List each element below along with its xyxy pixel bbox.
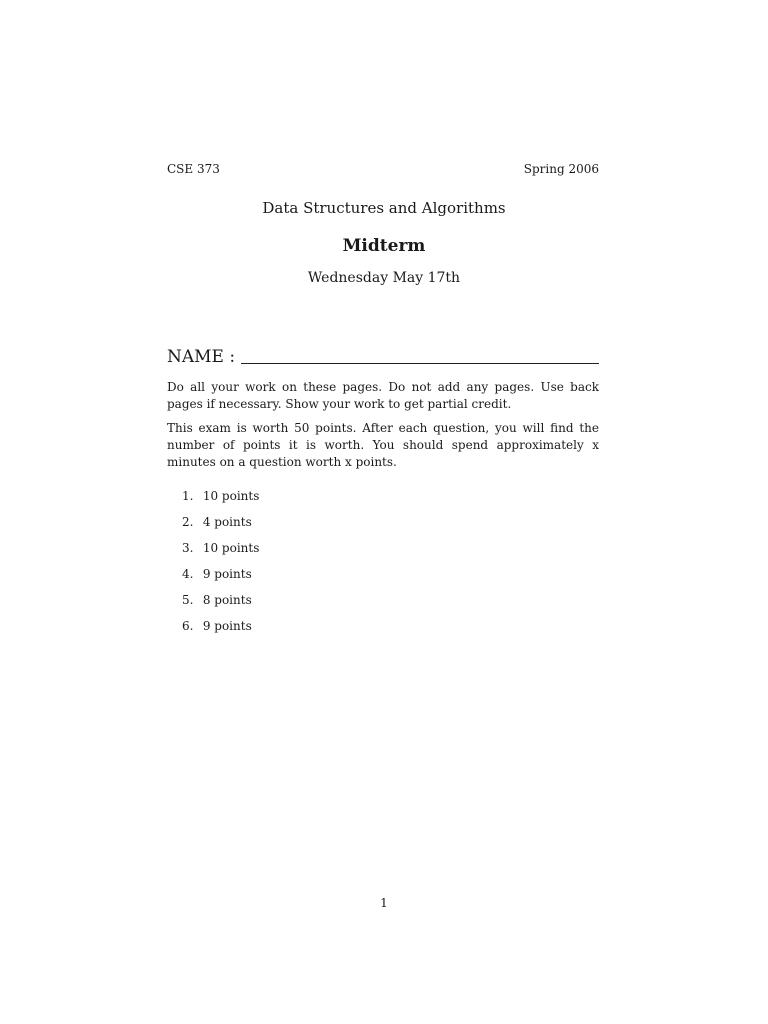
exam-title: Midterm <box>342 236 426 256</box>
instructions-paragraph: This exam is worth 50 points. After each question, you will find the number of points it is worth. You should spend approximately x minutes on a question worth x points. <box>167 421 599 469</box>
name-blank-line <box>241 363 599 364</box>
list-item <box>182 618 259 644</box>
question-number: 1. <box>182 489 194 503</box>
question-points: 9 points <box>202 567 252 581</box>
question-points: 9 points <box>202 619 252 633</box>
term: Spring 2006 <box>523 162 599 176</box>
course-code: CSE 373 <box>167 162 220 176</box>
name-field <box>167 347 599 367</box>
exam-date: Wednesday May 17th <box>307 270 461 286</box>
list-item <box>182 514 259 540</box>
name-label: NAME : <box>167 347 236 367</box>
list-item <box>182 566 259 592</box>
question-points: 4 points <box>202 515 252 529</box>
list-item <box>182 488 259 514</box>
question-number: 6. <box>182 619 194 633</box>
page-number: 1 <box>380 896 388 910</box>
course-title: Data Structures and Algorithms <box>262 199 506 217</box>
question-number: 5. <box>182 593 194 607</box>
question-points-list <box>182 488 259 644</box>
question-points: 10 points <box>202 489 260 503</box>
list-item <box>182 540 259 566</box>
list-item <box>182 592 259 618</box>
question-points: 10 points <box>202 541 260 555</box>
question-number: 3. <box>182 541 194 555</box>
question-number: 2. <box>182 515 194 529</box>
question-number: 4. <box>182 567 194 581</box>
question-points: 8 points <box>202 593 252 607</box>
instructions-paragraph: Do all your work on these pages. Do not add any pages. Use back pages if necessary. Show your work to get partial credit. <box>167 380 599 411</box>
